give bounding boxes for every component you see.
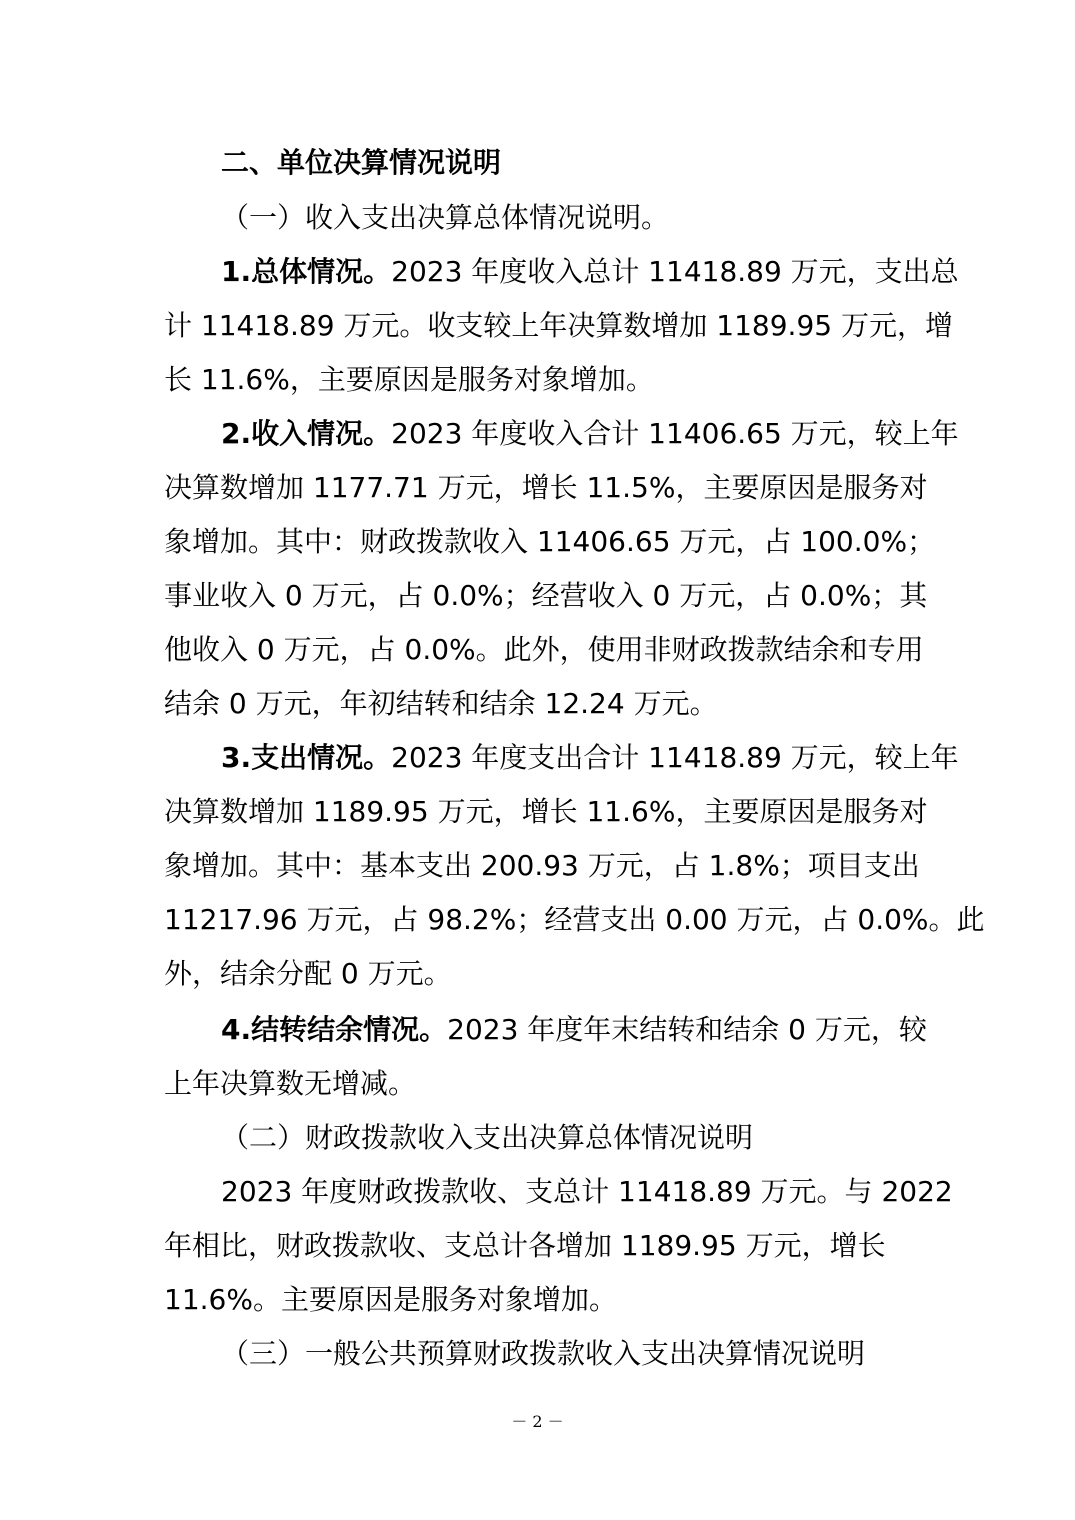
- page-number: － 2 －: [511, 1412, 564, 1431]
- section-heading: 二、单位决算情况说明: [221, 146, 502, 179]
- paragraph-carryover-line: [221, 1010, 927, 1050]
- paragraph-label: 4.结转结余情况。: [221, 1013, 448, 1046]
- paragraph-overall-line: 计 11418.89 万元。收支较上年决算数增加 1189.95 万元，增: [164, 309, 953, 342]
- paragraph-income-line: 象增加。其中：财政拨款收入 11406.65 万元，占 100.0%；: [164, 525, 936, 558]
- paragraph-overall-line: [221, 252, 959, 292]
- paragraph-expense-line: 外，结余分配 0 万元。: [164, 957, 452, 990]
- paragraph-expense-line: 决算数增加 1189.95 万元，增长 11.6%，主要原因是服务对: [164, 795, 928, 828]
- paragraph-appropriation-line: 11.6%。主要原因是服务对象增加。: [164, 1283, 617, 1316]
- paragraph-text: 2023 年度收入合计 11406.65 万元，较上年: [391, 417, 959, 450]
- paragraph-label: 1.总体情况。: [221, 255, 392, 288]
- paragraph-label: 2.收入情况。: [221, 417, 392, 450]
- subsection-heading-1: （一）收入支出决算总体情况说明。: [221, 201, 670, 234]
- paragraph-text: 2023 年度支出合计 11418.89 万元，较上年: [391, 741, 959, 774]
- subsection-heading-3: （三）一般公共预算财政拨款收入支出决算情况说明: [221, 1337, 866, 1370]
- paragraph-overall-line: 长 11.6%，主要原因是服务对象增加。: [164, 363, 654, 396]
- paragraph-income-line: 结余 0 万元，年初结转和结余 12.24 万元。: [164, 687, 718, 720]
- paragraph-text: 2023 年度收入总计 11418.89 万元，支出总: [391, 255, 959, 288]
- paragraph-income-line: [221, 414, 959, 454]
- paragraph-label: 3.支出情况。: [221, 741, 392, 774]
- paragraph-expense-line: 象增加。其中：基本支出 200.93 万元，占 1.8%；项目支出: [164, 849, 920, 882]
- paragraph-income-line: 他收入 0 万元，占 0.0%。此外，使用非财政拨款结余和专用: [164, 633, 924, 666]
- paragraph-appropriation-line: 年相比，财政拨款收、支总计各增加 1189.95 万元，增长: [164, 1229, 886, 1262]
- paragraph-text: 2023 年度年末结转和结余 0 万元，较: [447, 1013, 927, 1046]
- paragraph-expense-line: 11217.96 万元，占 98.2%；经营支出 0.00 万元，占 0.0%。此: [164, 903, 985, 936]
- paragraph-income-line: 事业收入 0 万元，占 0.0%；经营收入 0 万元，占 0.0%；其: [164, 579, 928, 612]
- paragraph-income-line: 决算数增加 1177.71 万元，增长 11.5%，主要原因是服务对: [164, 471, 928, 504]
- paragraph-appropriation-line: 2023 年度财政拨款收、支总计 11418.89 万元。与 2022: [221, 1175, 953, 1208]
- paragraph-expense-line: [221, 738, 959, 778]
- paragraph-carryover-line: 上年决算数无增减。: [164, 1067, 417, 1100]
- subsection-heading-2: （二）财政拨款收入支出决算总体情况说明: [221, 1121, 754, 1154]
